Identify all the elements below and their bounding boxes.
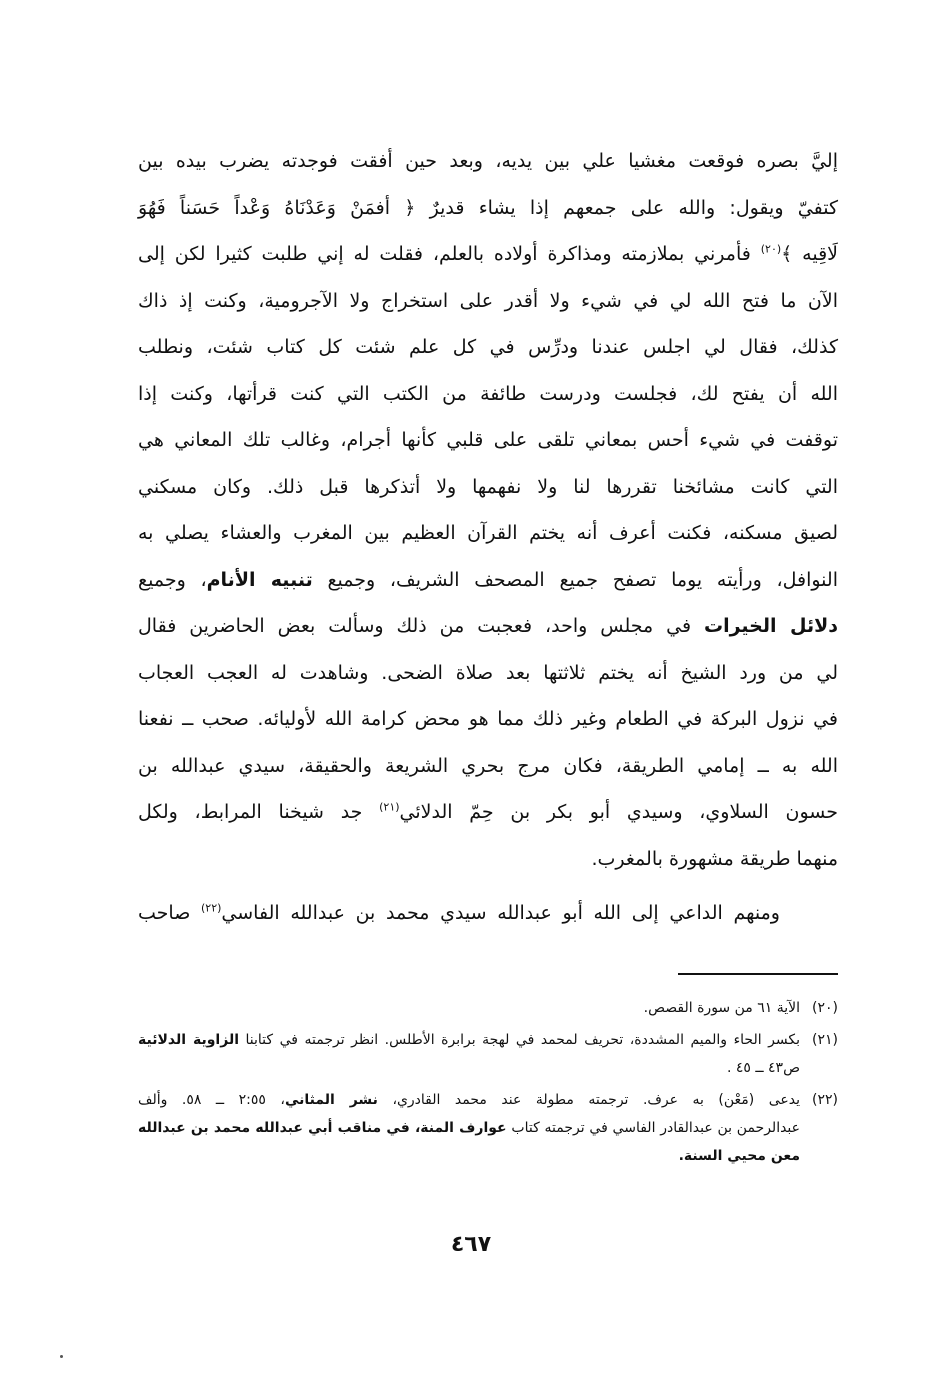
footnote-line	[138, 1026, 800, 1054]
text-line: الله به ــ إمامي الطريقة، فكان مرج بحري الشريعة والحقيقة، سيدي عبدالله بن	[138, 754, 838, 777]
text-run: بكسر الحاء والميم المشددة، تحريف لمحمد في لهجة برابرة الأطلس. انظر ترجمته في كتابنا	[239, 1032, 800, 1048]
footnote-number: (٢٢)	[812, 1092, 838, 1108]
text-run: فأمرني بملازمته ومذاكرة أولاده بالعلم، فقلت له إني طلبت كثيرا لكن إلى	[138, 243, 761, 265]
main-text	[138, 138, 838, 937]
footnote-22	[138, 1086, 838, 1170]
book-title-awarif-almanna: عوارف المنة، في مناقب أبي عبدالله محمد بن عبدالله	[138, 1120, 507, 1136]
text-run: ومنهم الداعي إلى الله أبو عبدالله سيدي محمد بن عبدالله الفاسي	[221, 902, 780, 924]
footnote-number: (٢٠)	[812, 1000, 838, 1016]
footnote-ref-22: (٢٢)	[201, 901, 222, 915]
text-line	[138, 231, 838, 278]
book-title-zawiya-dalaiya: الزاوية الدلائية	[138, 1032, 239, 1048]
text-run: ، ٢:٥٥ ــ ٥٨. وألف	[138, 1092, 285, 1108]
footnote-line	[138, 1086, 800, 1114]
footnote-line: معن محيي السنة.	[678, 1148, 800, 1164]
footnote-ref-21: (٢١)	[379, 800, 400, 814]
text-run: النوافل، ورأيته يوما تصفح جميع المصحف الشريف، وجميع	[312, 568, 838, 591]
scan-speck	[60, 1355, 63, 1358]
footnote-number: (٢١)	[812, 1032, 838, 1048]
text-run: حسون السلاوي، وسيدي أبو بكر بن حِمّ الدلائي	[399, 801, 838, 823]
page-number: ٤٦٧	[450, 1232, 492, 1257]
text-line: في نزول البركة في الطعام وغير ذلك مما هو محض كرامة الله لأوليائه. صحب ــ نفعنا	[138, 708, 838, 730]
text-line	[138, 603, 838, 650]
text-line: إليَّ بصره فوقعت مغشيا علي بين يديه، وبعد حين أفقت فوجدته يضرب بيده بين	[138, 150, 838, 172]
footnote-line: الآية ٦١ من سورة القصص.	[643, 1000, 800, 1016]
text-run: في مجلس واحد، فعجبت من ذلك وسألت بعض الحاضرين فقال	[138, 615, 704, 637]
text-run: صاحب	[138, 902, 201, 924]
footnote-line: ص٤٣ ــ ٤٥ .	[726, 1060, 800, 1076]
footnotes	[138, 994, 838, 1174]
book-title-tanbih-alanam: تنبيه الأنام	[206, 568, 313, 591]
quran-quote-end: لَاقِيه ﴾	[781, 243, 839, 265]
text-line: التي كانت مشائخنا تقررها لنا ولا نفهمها ولا أتذكرها قبل ذلك. وكان مسكني	[138, 475, 838, 498]
text-run: جد شيخنا المرابط، ولكل	[138, 801, 380, 823]
footnote-21	[138, 1026, 838, 1082]
footnote-divider	[678, 973, 838, 975]
text-line: منهما طريقة مشهورة بالمغرب.	[591, 847, 838, 870]
text-run: عبدالرحمن بن عبدالقادر الفاسي في ترجمته كتاب	[506, 1120, 801, 1136]
text-line: توقفت في شيء أحس بمعاني تلقى على قلبي كأنها أجرام، وغالب تلك المعاني هي	[138, 429, 838, 451]
footnote-20	[138, 994, 838, 1022]
text-line	[138, 557, 838, 604]
book-title-nashr-almathani: نشر المثاني	[284, 1092, 378, 1108]
footnote-line	[138, 1114, 800, 1142]
text-run: ، وجميع	[138, 568, 207, 591]
text-run: يدعى (مَعْن) به عرف. ترجمته مطولة عند محمد القادري،	[377, 1092, 801, 1108]
text-line: الله أن يفتح لك، فجلست ودرست طائفة من الكتب التي كنت قرأتها، وكنت إذا	[138, 382, 838, 405]
text-line: كتفيّ ويقول: والله على جمعهم إذا يشاء قديرٌ ﴿ أفمَنْ وَعَدْنَاهُ وَعْداً حَسَناً فَهُوَ	[138, 196, 838, 219]
text-line	[138, 789, 838, 836]
footnote-ref-20: (٢٠)	[760, 242, 782, 256]
text-line: لي من ورد الشيخ أنه يختم ثلاثتها بعد صلاة الضحى. وشاهدت له العجب العجاب	[138, 661, 838, 684]
text-line: الآن ما فتح الله لي في شيء ولا أقدر على استخراج ولا الآجرومية، وكنت إذ ذاك	[138, 289, 838, 312]
text-line	[138, 890, 838, 937]
text-line: لصيق مسكنه، فكنت أعرف أنه يختم القرآن العظيم بين المغرب والعشاء يصلي به	[138, 522, 838, 544]
book-title-dalail-alkhayrat: دلائل الخيرات	[703, 615, 838, 637]
text-line: كذلك، فقال لي اجلس عندنا ودرِّس في كل علم شئت كل كتاب شئت، ونطلب	[138, 336, 838, 358]
